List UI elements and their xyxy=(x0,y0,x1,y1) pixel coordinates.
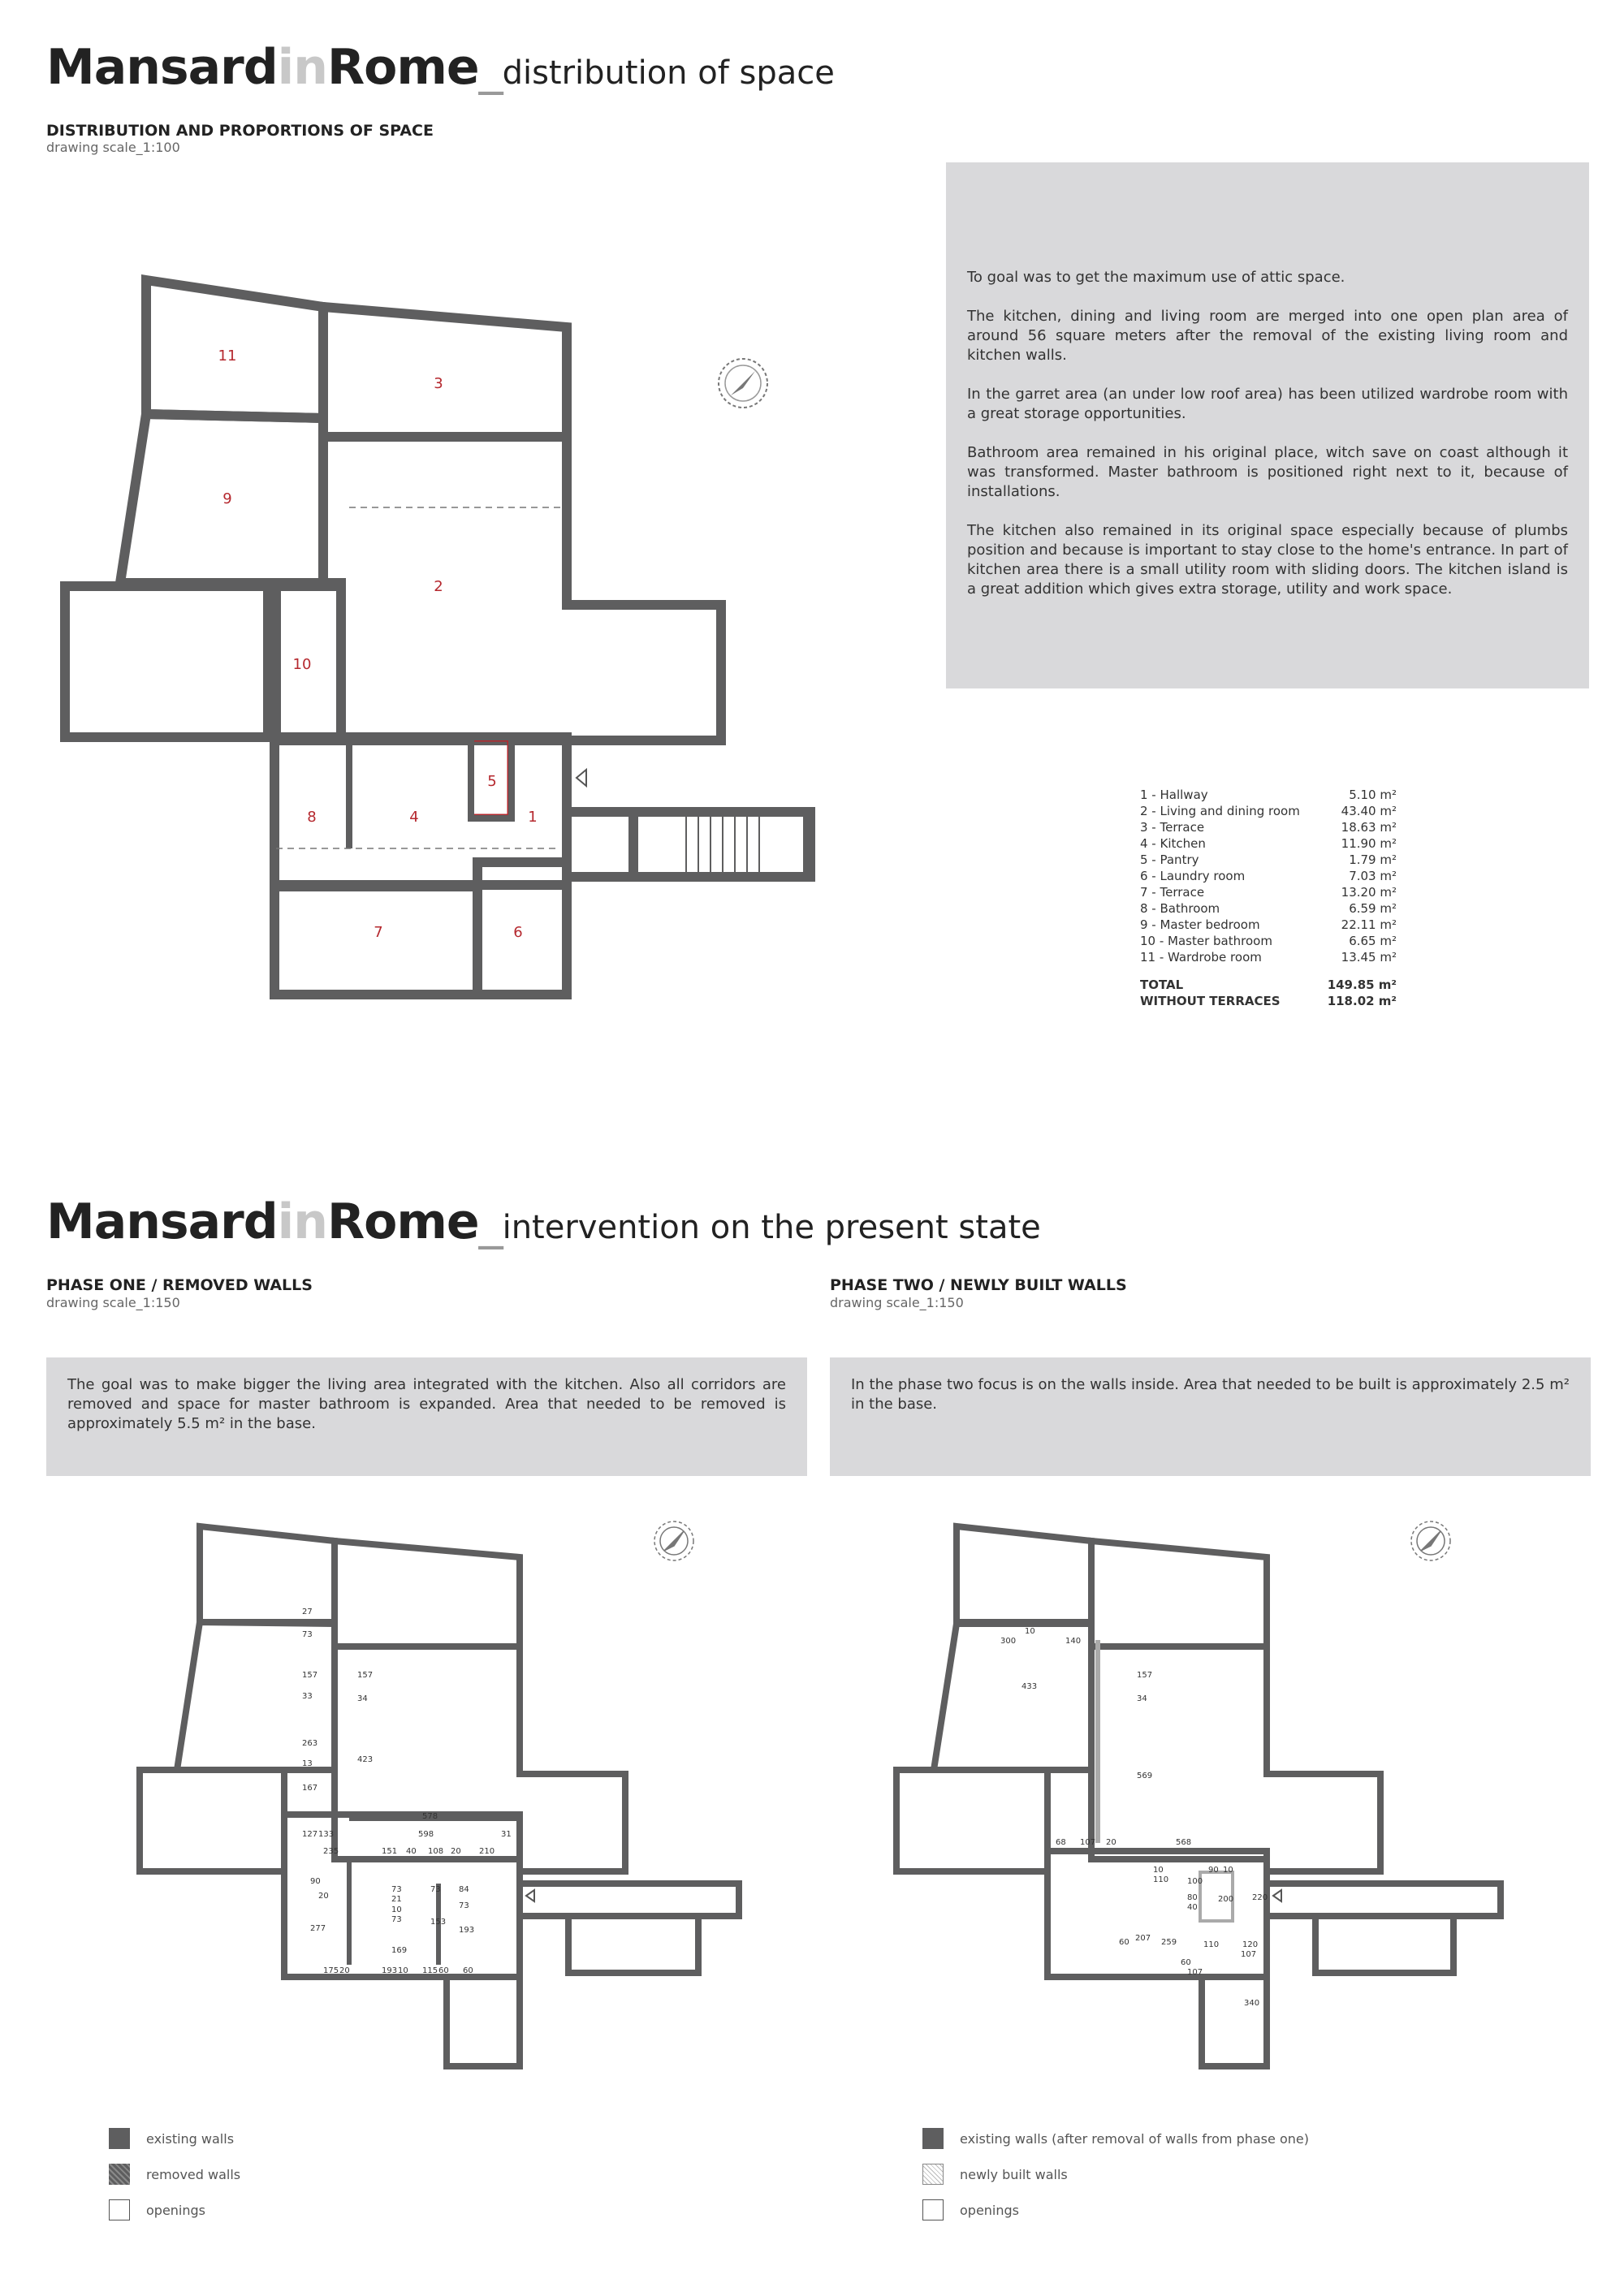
phase1-legend xyxy=(109,2121,240,2228)
dimension-label: 157 xyxy=(357,1671,374,1680)
swatch-removed xyxy=(109,2164,130,2185)
dimension-label: 578 xyxy=(422,1812,438,1821)
dimension-label: 300 xyxy=(1000,1637,1017,1646)
swatch-openings xyxy=(109,2199,130,2220)
dimension-label: 10 xyxy=(391,1905,402,1914)
dimension-label: 263 xyxy=(302,1739,318,1748)
legend-label: removed walls xyxy=(146,2166,241,2182)
total-label: TOTAL xyxy=(1140,978,1184,992)
dimension-label: 133 xyxy=(318,1830,335,1839)
room-name: 8 - Bathroom xyxy=(1140,901,1220,916)
dimension-label: 157 xyxy=(302,1671,318,1680)
dimension-label: 68 xyxy=(1056,1838,1066,1847)
dimension-label: 107 xyxy=(1080,1838,1096,1847)
dimension-label: 108 xyxy=(428,1847,444,1856)
title-mansard: Mansard xyxy=(46,39,278,96)
description-paragraph: The kitchen also remained in its original space especially because of plumbs position and because is important to stay close to the home's entrance. In part of kitchen area there is a small utility room with sliding doors. The kitchen island is a great addition which gives extra storage, utility and work space. xyxy=(967,522,1568,598)
room-label-8: 8 xyxy=(307,809,317,826)
legend-label: openings xyxy=(960,2202,1020,2218)
dimension-label: 13 xyxy=(302,1759,313,1768)
legend-label: openings xyxy=(146,2202,206,2218)
dimension-label: 34 xyxy=(1137,1694,1147,1703)
title-subtitle: distribution of space xyxy=(502,54,835,92)
phase1-heading: PHASE ONE / REMOVED WALLS xyxy=(46,1276,313,1294)
phase2-heading: PHASE TWO / NEWLY BUILT WALLS xyxy=(830,1276,1127,1294)
description-paragraph: Bathroom area remained in his original place, witch save on coast although it was transformed. Master bathroom is positioned right next to it, because of installations. xyxy=(967,444,1568,500)
dimension-label: 90 xyxy=(1208,1866,1219,1875)
dimension-label: 259 xyxy=(1161,1938,1177,1947)
dimension-label: 20 xyxy=(318,1892,329,1901)
room-area: 6.65 m² xyxy=(1349,934,1397,948)
dimension-label: 40 xyxy=(1187,1903,1198,1912)
p2-wall-living xyxy=(1091,1646,1380,1871)
room-name: 9 - Master bedroom xyxy=(1140,917,1260,932)
legend-openings xyxy=(109,2192,240,2228)
legend-label: existing walls (after removal of walls from phase one) xyxy=(960,2130,1309,2147)
dimension-label: 207 xyxy=(1135,1934,1151,1943)
room-area: 5.10 m² xyxy=(1349,788,1397,802)
title-separator: _ xyxy=(478,1193,503,1250)
room-name: 5 - Pantry xyxy=(1140,852,1199,867)
dimension-label: 140 xyxy=(1065,1637,1082,1646)
dimension-label: 210 xyxy=(479,1847,495,1856)
room-area: 43.40 m² xyxy=(1341,804,1397,818)
dimension-label: 157 xyxy=(1137,1671,1153,1680)
room-label-11: 11 xyxy=(218,347,237,365)
description-paragraph: In the garret area (an under low roof area) has been utilized wardrobe room with a great storage opportunities. xyxy=(967,386,1568,422)
legend-new-walls xyxy=(922,2156,1309,2192)
dimension-label: 10 xyxy=(1223,1866,1233,1875)
phase1-text: The goal was to make bigger the living area integrated with the kitchen. Also all corridors are removed and space for master bathroom is expanded. Area that needed to be removed is approximately 5.5 m² in the base. xyxy=(67,1376,786,1432)
legend-existing-walls xyxy=(922,2121,1309,2156)
phase2-walls xyxy=(896,1526,1501,2066)
title-in: in xyxy=(277,39,327,96)
room-name: 2 - Living and dining room xyxy=(1140,804,1300,818)
p2-entrance-arrow-icon xyxy=(1273,1890,1281,1901)
room-name: 4 - Kitchen xyxy=(1140,836,1206,851)
phase1-scale: drawing scale_1:150 xyxy=(46,1295,180,1310)
total-value: 149.85 m² xyxy=(1327,978,1397,992)
dimension-label: 107 xyxy=(1241,1950,1257,1959)
dimension-label: 10 xyxy=(398,1966,408,1975)
dimension-label: 20 xyxy=(1106,1838,1116,1847)
title-rome: Rome xyxy=(326,1193,479,1250)
room-label-6: 6 xyxy=(513,924,523,941)
dimension-label: 21 xyxy=(391,1895,402,1904)
dimension-label: 20 xyxy=(339,1966,350,1975)
section1-heading: DISTRIBUTION AND PROPORTIONS OF SPACE xyxy=(46,122,434,140)
dimension-label: 423 xyxy=(357,1755,374,1764)
dimension-label: 169 xyxy=(391,1946,408,1955)
title-mansard: Mansard xyxy=(46,1193,278,1250)
dimension-label: 34 xyxy=(357,1694,368,1703)
dimension-label: 115 xyxy=(422,1966,438,1975)
swatch-existing xyxy=(922,2128,944,2149)
dimension-label: 80 xyxy=(1187,1893,1198,1902)
dimension-label: 33 xyxy=(302,1692,313,1701)
dimension-label: 60 xyxy=(1181,1958,1191,1967)
dimension-label: 40 xyxy=(406,1847,417,1856)
p2-wall-wardrobe xyxy=(957,1526,1091,1622)
legend-label: existing walls xyxy=(146,2130,235,2147)
dimension-label: 90 xyxy=(310,1877,321,1886)
room-area: 11.90 m² xyxy=(1341,836,1397,851)
room-area: 22.11 m² xyxy=(1341,917,1397,932)
swatch-existing xyxy=(109,2128,130,2149)
dimension-label: 110 xyxy=(1203,1940,1220,1949)
room-name: 10 - Master bathroom xyxy=(1140,934,1272,948)
dimension-label: 167 xyxy=(302,1784,318,1793)
swatch-new xyxy=(922,2164,944,2185)
dimension-label: 127 xyxy=(302,1830,318,1839)
room-area: 1.79 m² xyxy=(1349,852,1397,867)
room-label-1: 1 xyxy=(528,809,538,826)
dimension-label: 193 xyxy=(382,1966,398,1975)
dimension-label: 73 xyxy=(430,1885,441,1894)
room-label-10: 10 xyxy=(292,656,312,673)
dimension-label: 598 xyxy=(418,1830,434,1839)
without-terraces-value: 118.02 m² xyxy=(1327,994,1397,1008)
dimension-label: 20 xyxy=(451,1847,461,1856)
description-paragraph: The kitchen, dining and living room are merged into one open plan area of around 56 square meters after the removal of the existing living room and kitchen walls. xyxy=(967,308,1568,364)
p2-wall-bedroom xyxy=(934,1624,1091,1770)
dimension-label: 340 xyxy=(1244,1999,1260,2008)
swatch-openings xyxy=(922,2199,944,2220)
dimension-label: 120 xyxy=(1242,1940,1259,1949)
dimension-label: 151 xyxy=(382,1847,398,1856)
room-area: 13.20 m² xyxy=(1341,885,1397,900)
title-subtitle: intervention on the present state xyxy=(502,1209,1041,1246)
room-area: 13.45 m² xyxy=(1341,950,1397,965)
dimension-label: 193 xyxy=(459,1926,475,1935)
phase2-legend xyxy=(922,2121,1309,2228)
legend-removed-walls xyxy=(109,2156,240,2192)
dimension-label: 569 xyxy=(1137,1772,1153,1780)
room-area: 18.63 m² xyxy=(1341,820,1397,835)
dimension-label: 60 xyxy=(1119,1938,1129,1947)
dimension-label: 60 xyxy=(438,1966,449,1975)
room-name: 6 - Laundry room xyxy=(1140,869,1246,883)
p2-wall-terrace xyxy=(1091,1541,1267,1646)
dimension-label: 200 xyxy=(1218,1895,1234,1904)
dimension-label: 153 xyxy=(430,1918,447,1927)
dimension-label: 175 xyxy=(323,1966,339,1975)
room-label-3: 3 xyxy=(434,375,443,392)
p2-wall-left xyxy=(896,1770,1047,1871)
dimension-label: 73 xyxy=(302,1630,313,1639)
dimension-label: 107 xyxy=(1187,1968,1203,1977)
dimension-label: 60 xyxy=(463,1966,473,1975)
title-rome: Rome xyxy=(326,39,479,96)
room-area: 6.59 m² xyxy=(1349,901,1397,916)
dimension-label: 568 xyxy=(1176,1838,1192,1847)
room-label-2: 2 xyxy=(434,578,443,595)
p2-wall-stairs xyxy=(1267,1884,1501,1916)
room-area: 7.03 m² xyxy=(1349,869,1397,883)
room-name: 1 - Hallway xyxy=(1140,788,1208,802)
p2-wall-laundry xyxy=(1202,1977,1267,2066)
dimension-label: 433 xyxy=(1021,1682,1038,1691)
p2-compass-icon xyxy=(1411,1521,1450,1560)
phase2-text: In the phase two focus is on the walls inside. Area that needed to be built is approximately 2.5 m² in the base. xyxy=(851,1376,1570,1413)
dimension-label: 220 xyxy=(1252,1893,1268,1902)
room-name: 7 - Terrace xyxy=(1140,885,1205,900)
room-label-7: 7 xyxy=(374,924,383,941)
description-paragraph: To goal was to get the maximum use of attic space. xyxy=(967,269,1345,286)
p2-wall-stairs-block xyxy=(1315,1916,1453,1973)
section1-scale: drawing scale_1:100 xyxy=(46,140,180,155)
dimension-label: 73 xyxy=(459,1901,469,1910)
legend-openings xyxy=(922,2192,1309,2228)
room-name: 11 - Wardrobe room xyxy=(1140,950,1262,965)
dimension-label: 73 xyxy=(391,1915,402,1924)
legend-label: newly built walls xyxy=(960,2166,1068,2182)
dimension-label: 100 xyxy=(1187,1877,1203,1886)
dimension-label: 31 xyxy=(501,1830,512,1839)
legend-existing-walls xyxy=(109,2121,240,2156)
dimension-label: 73 xyxy=(391,1885,402,1894)
room-label-9: 9 xyxy=(222,490,232,507)
dimension-label: 277 xyxy=(310,1924,326,1933)
phase2-dimensions xyxy=(1000,1627,1268,2008)
room-name: 3 - Terrace xyxy=(1140,820,1205,835)
dimension-label: 84 xyxy=(459,1885,469,1894)
room-label-5: 5 xyxy=(487,773,497,790)
without-terraces-label: WITHOUT TERRACES xyxy=(1140,994,1281,1008)
dimension-label: 10 xyxy=(1025,1627,1035,1636)
dimension-label: 10 xyxy=(1153,1866,1164,1875)
title-in: in xyxy=(277,1193,327,1250)
dimension-label: 235 xyxy=(323,1847,339,1856)
dimension-label: 110 xyxy=(1153,1875,1169,1884)
dimension-label: 27 xyxy=(302,1608,313,1616)
phase2-scale: drawing scale_1:150 xyxy=(830,1295,964,1310)
room-label-4: 4 xyxy=(409,809,419,826)
title-separator: _ xyxy=(478,39,503,96)
